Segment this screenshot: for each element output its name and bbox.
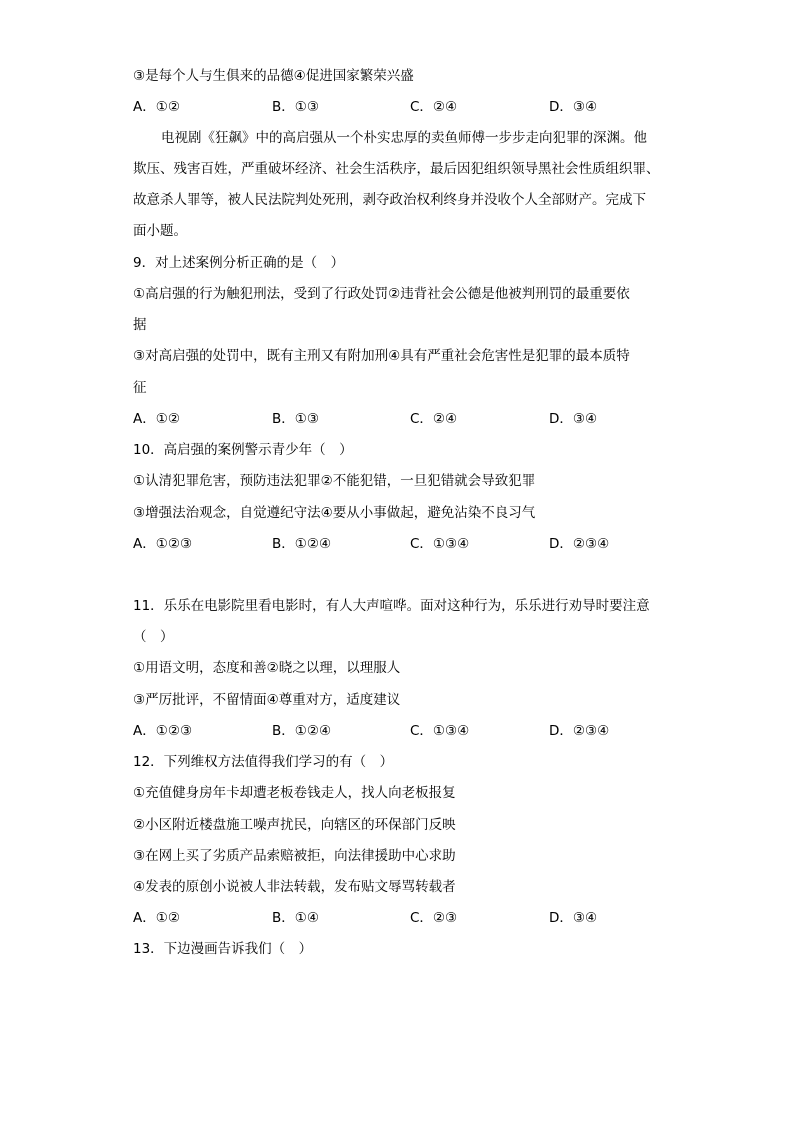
option-b[interactable]: B．①③ xyxy=(272,99,319,115)
option-d[interactable]: D．②③④ xyxy=(549,723,610,739)
option-b[interactable]: B．①③ xyxy=(272,411,319,427)
option-d[interactable]: D．③④ xyxy=(549,99,598,115)
option-b[interactable]: B．①②④ xyxy=(272,723,332,739)
option-d[interactable]: D．③④ xyxy=(549,411,598,427)
statement-line: ③是每个人与生俱来的品德④促进国家繁荣兴盛 xyxy=(133,68,414,84)
statement-line: ③增强法治观念，自觉遵纪守法④要从小事做起，避免沾染不良习气 xyxy=(133,505,536,521)
statement-line: ②小区附近楼盘施工噪声扰民，向辖区的环保部门反映 xyxy=(133,817,456,833)
question-9-stem: 9．对上述案例分析正确的是（ ） xyxy=(133,255,345,271)
option-a[interactable]: A．①② xyxy=(133,910,180,926)
answer-options xyxy=(133,721,653,741)
option-a[interactable]: A．①② xyxy=(133,411,180,427)
option-c[interactable]: C．①③④ xyxy=(410,536,470,552)
material-paragraph-line: 欺压、残害百姓，严重破坏经济、社会生活秩序，最后因犯组织领导黑社会性质组织罪、 xyxy=(133,161,660,177)
option-a[interactable]: A．①② xyxy=(133,99,180,115)
question-11-stem: 11．乐乐在电影院里看电影时，有人大声喧哗。面对这种行为，乐乐进行劝导时要注意 xyxy=(133,598,650,614)
statement-line: ①充值健身房年卡却遭老板卷钱走人，找人向老板报复 xyxy=(133,785,456,801)
option-c[interactable]: C．②④ xyxy=(410,411,458,427)
option-a[interactable]: A．①②③ xyxy=(133,723,193,739)
material-paragraph-line: 电视剧《狂飙》中的高启强从一个朴实忠厚的卖鱼师傅一步步走向犯罪的深渊。他 xyxy=(161,130,647,146)
option-c[interactable]: C．②④ xyxy=(410,99,458,115)
material-paragraph-line: 故意杀人罪等，被人民法院判处死刑，剥夺政治权利终身并没收个人全部财产。完成下 xyxy=(133,192,646,208)
option-c[interactable]: C．②③ xyxy=(410,910,458,926)
question-13-stem: 13．下边漫画告诉我们（ ） xyxy=(133,941,313,957)
statement-line: ③对高启强的处罚中，既有主刑又有附加刑④具有严重社会危害性是犯罪的最本质特 xyxy=(133,348,630,364)
answer-options xyxy=(133,409,653,429)
option-b[interactable]: B．①②④ xyxy=(272,536,332,552)
option-b[interactable]: B．①④ xyxy=(272,910,319,926)
statement-line: ①用语文明，态度和善②晓之以理，以理服人 xyxy=(133,660,401,676)
statement-line: ①认清犯罪危害，预防违法犯罪②不能犯错，一旦犯错就会导致犯罪 xyxy=(133,473,536,489)
question-11-stem-blank: （ ） xyxy=(133,629,174,645)
option-c[interactable]: C．①③④ xyxy=(410,723,470,739)
answer-options xyxy=(133,908,653,928)
statement-line: ③在网上买了劣质产品索赔被拒，向法律援助中心求助 xyxy=(133,848,456,864)
question-12-stem: 12．下列维权方法值得我们学习的有（ ） xyxy=(133,754,394,770)
answer-options xyxy=(133,97,653,117)
material-paragraph-line: 面小题。 xyxy=(133,223,187,239)
statement-line: ③严厉批评，不留情面④尊重对方，适度建议 xyxy=(133,692,401,708)
statement-line: 征 xyxy=(133,380,147,396)
option-d[interactable]: D．②③④ xyxy=(549,536,610,552)
option-d[interactable]: D．③④ xyxy=(549,910,598,926)
statement-line: ④发表的原创小说被人非法转载，发布贴文辱骂转载者 xyxy=(133,879,456,895)
option-a[interactable]: A．①②③ xyxy=(133,536,193,552)
answer-options xyxy=(133,534,653,554)
statement-line: ①高启强的行为触犯刑法，受到了行政处罚②违背社会公德是他被判刑罚的最重要依 xyxy=(133,286,630,302)
question-10-stem: 10．高启强的案例警示青少年（ ） xyxy=(133,442,353,458)
statement-line: 据 xyxy=(133,317,147,333)
